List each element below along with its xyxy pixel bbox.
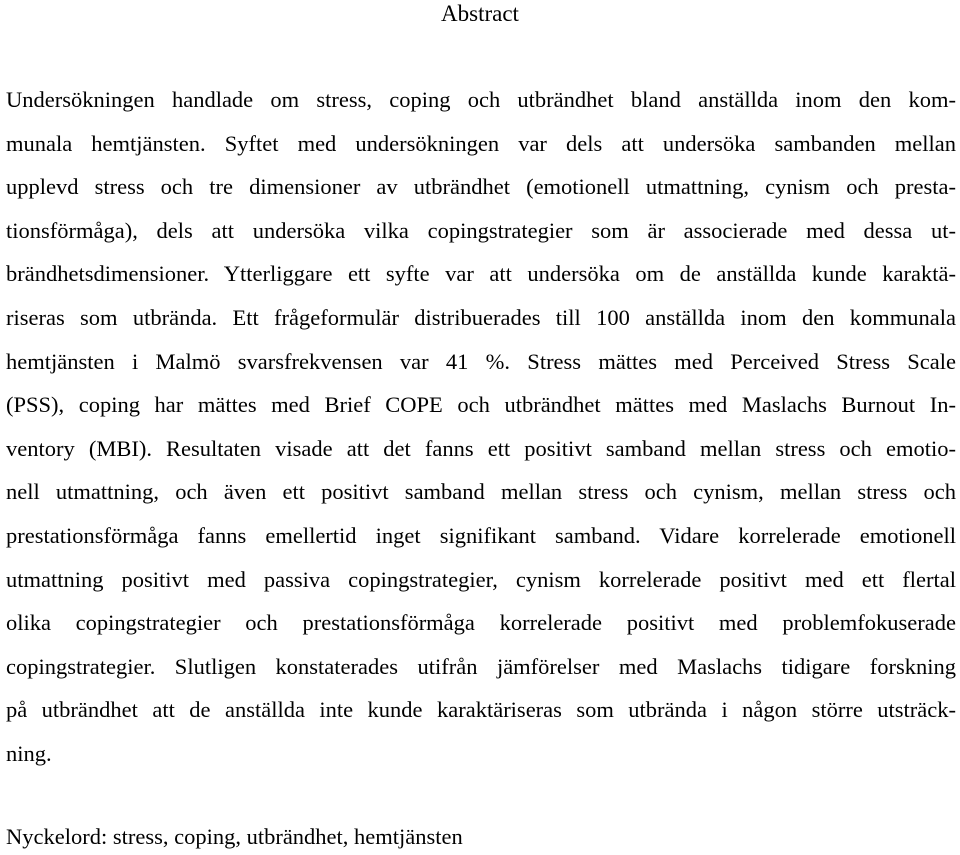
abstract-body xyxy=(6,78,956,776)
abstract-line: nell utmattning, och även ett positivt samband mellan stress och cynism, mellan stress och xyxy=(6,479,956,505)
abstract-line: copingstrategier. Slutligen konstaterades utifrån jämförelser med Maslachs tidigare forskning xyxy=(6,653,956,679)
abstract-line: (PSS), coping har mättes med Brief COPE och utbrändhet mättes med Maslachs Burnout In- xyxy=(6,392,956,418)
abstract-line: Undersökningen handlade om stress, coping och utbrändhet bland anställda inom den kom- xyxy=(6,87,956,112)
abstract-line: utmattning positivt med passiva copingstrategier, cynism korrelerade positivt med ett flertal xyxy=(6,566,956,592)
abstract-line: upplevd stress och tre dimensioner av utbrändhet (emotionell utmattning, cynism och presta- xyxy=(6,174,956,200)
abstract-line: olika copingstrategier och prestationsförmåga korrelerade positivt med problemfokuserade xyxy=(6,610,956,636)
abstract-line: ventory (MBI). Resultaten visade att det fanns ett positivt samband mellan stress och emotio- xyxy=(6,435,956,461)
abstract-heading: Abstract xyxy=(441,1,519,26)
abstract-line: riseras som utbrända. Ett frågeformulär distribuerades till 100 anställda inom den kommunala xyxy=(6,304,956,330)
abstract-line: hemtjänsten i Malmö svarsfrekvensen var 41 %. Stress mättes med Perceived Stress Scale xyxy=(6,348,956,374)
abstract-line: tionsförmåga), dels att undersöka vilka copingstrategier som är associerade med dessa ut- xyxy=(6,217,956,243)
abstract-line: ning. xyxy=(6,740,52,766)
abstract-line: prestationsförmåga fanns emellertid inget signifikant samband. Vidare korrelerade emotionell xyxy=(6,522,956,548)
abstract-line: munala hemtjänsten. Syftet med undersökningen var dels att undersöka sambanden mellan xyxy=(6,130,956,156)
abstract-line: på utbrändhet att de anställda inte kunde karaktäriseras som utbrända i någon större utsträck- xyxy=(6,697,956,723)
abstract-line: brändhetsdimensioner. Ytterliggare ett syfte var att undersöka om de anställda kunde karaktä- xyxy=(6,261,956,287)
keywords-line: Nyckelord: stress, coping, utbrändhet, hemtjänsten xyxy=(6,824,463,849)
